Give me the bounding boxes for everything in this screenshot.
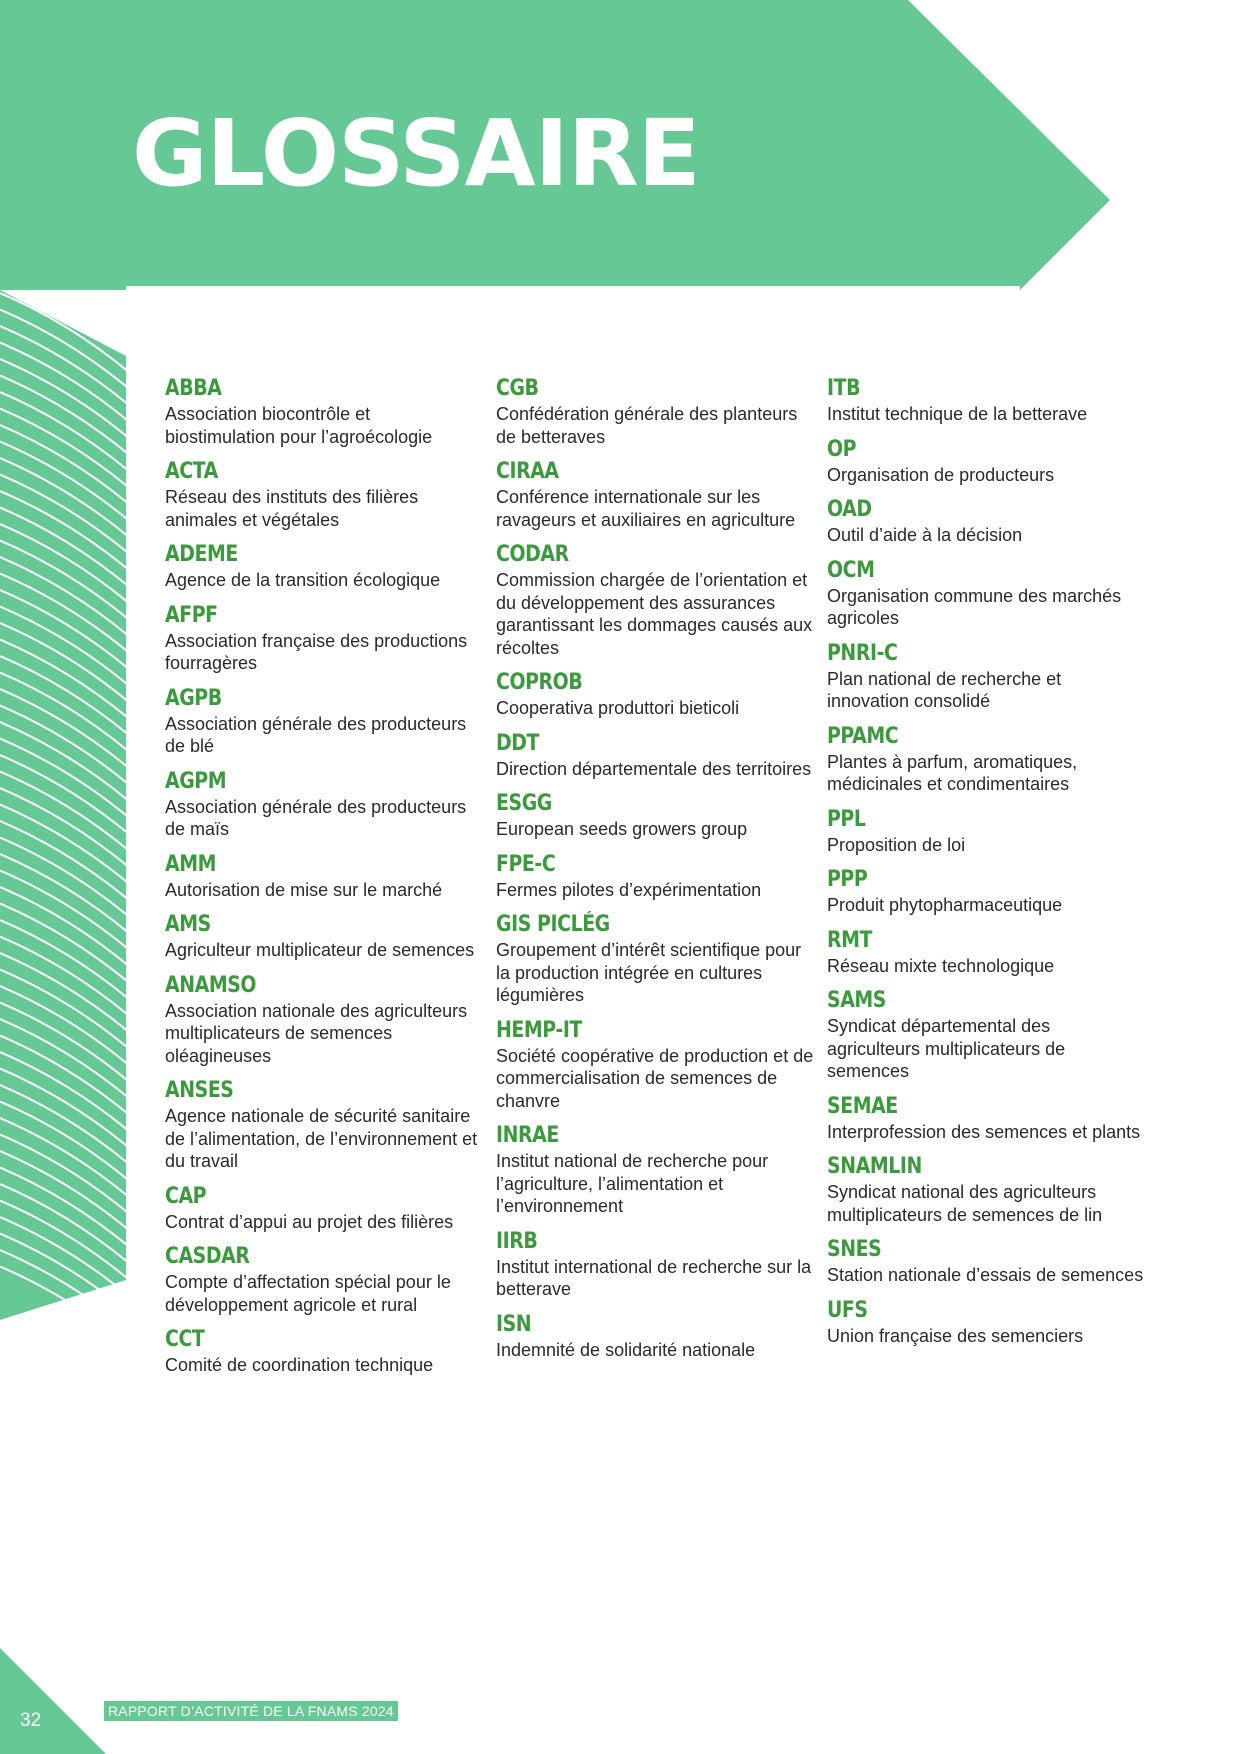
glossary-definition: Agence de la transition écologique [165, 570, 441, 590]
glossary-term: PNRI-C [827, 640, 898, 666]
glossary-entry [496, 458, 816, 531]
glossary-definition: Plantes à parfum, aromatiques, médicinales et condimentaires [827, 751, 1078, 794]
glossary-term: PPP [827, 867, 868, 892]
glossary-entry [827, 866, 1147, 917]
glossary-definition: Produit phytopharmaceutique [827, 895, 1063, 915]
decorative-stripes [0, 290, 130, 1320]
glossary-term: CCT [165, 1327, 205, 1352]
glossary-term: CIRAA [496, 459, 559, 484]
glossary-term: DDT [496, 730, 540, 756]
glossary-definition: Association française des productions fourragères [165, 630, 468, 673]
glossary-definition: Association générale des producteurs de blé [165, 713, 467, 756]
glossary-entry [827, 987, 1147, 1083]
glossary-term: ITB [827, 376, 861, 401]
glossary-definition: Association générale des producteurs de maïs [165, 796, 467, 839]
glossary-entry [827, 927, 1147, 978]
glossary-entry [496, 790, 816, 841]
glossary-term: ANAMSO [165, 972, 257, 998]
glossary-entry [827, 806, 1147, 857]
glossary-entry [827, 375, 1147, 426]
glossary-entry [496, 1228, 816, 1301]
glossary-term: HEMP-IT [496, 1017, 582, 1043]
glossary-entry [165, 768, 485, 841]
glossary-entry [165, 972, 485, 1068]
glossary-definition: Compte d’affectation spécial pour le développement agricole et rural [165, 1272, 451, 1315]
glossary-term: UFS [827, 1297, 868, 1323]
glossary-entry [496, 911, 816, 1007]
glossary-column-1 [165, 375, 485, 1387]
glossary-term: GIS PICLÉG [496, 912, 610, 937]
glossary-term: CODAR [496, 542, 569, 567]
glossary-term: ANSES [165, 1078, 234, 1103]
glossary-term: CASDAR [165, 1244, 250, 1269]
glossary-definition: Syndicat national des agriculteurs multiplicateurs de semences de lin [827, 1182, 1103, 1225]
glossary-entry [496, 375, 816, 448]
glossary-definition: Station nationale d’essais de semences [827, 1265, 1144, 1285]
glossary-entry [165, 1326, 485, 1377]
glossary-definition: Indemnité de solidarité nationale [496, 1339, 756, 1360]
glossary-term: CGB [496, 376, 539, 401]
footer-report-label: RAPPORT D’ACTIVITÉ DE LA FNAMS 2024 [104, 1701, 398, 1721]
glossary-definition: Fermes pilotes d’expérimentation [496, 879, 762, 900]
glossary-definition: Institut national de recherche pour l’agriculture, l’alimentation et l’environnement [496, 1151, 769, 1216]
glossary-definition: Plan national de recherche et innovation consolidé [827, 668, 1062, 711]
glossary-definition: Organisation de producteurs [827, 464, 1055, 485]
glossary-entry [827, 1236, 1147, 1287]
glossary-term: SAMS [827, 988, 887, 1013]
glossary-term: PPAMC [827, 723, 899, 749]
glossary-definition: Association biocontrôle et biostimulation pour l’agroécologie [165, 404, 433, 447]
glossary-term: PPL [827, 806, 866, 832]
glossary-term: COPROB [496, 670, 583, 695]
glossary-entry [827, 1297, 1147, 1348]
glossary-definition: Institut technique de la betterave [827, 404, 1088, 424]
glossary-term: AGPM [165, 768, 227, 794]
glossary-entry [165, 458, 485, 531]
glossary-term: ADEME [165, 542, 238, 567]
glossary-entry [496, 851, 816, 902]
glossary-entry [165, 602, 485, 675]
glossary-definition: Direction départementale des territoires [496, 758, 812, 779]
glossary-definition: Organisation commune des marchés agricoles [827, 585, 1122, 628]
glossary-definition: Outil d’aide à la décision [827, 525, 1023, 545]
glossary-entry [496, 1017, 816, 1113]
page-number: 32 [20, 1710, 42, 1731]
glossary-entry [165, 1183, 485, 1234]
glossary-entry [827, 496, 1147, 547]
glossary-definition: Syndicat départemental des agriculteurs multiplicateurs de semences [827, 1016, 1066, 1081]
glossary-entry [496, 541, 816, 659]
glossary-term: AGPB [165, 685, 222, 711]
glossary-term: AMM [165, 851, 217, 877]
glossary-definition: Institut international de recherche sur la betterave [496, 1256, 812, 1299]
glossary-term: SEMAE [827, 1093, 898, 1119]
glossary-definition: Groupement d’intérêt scientifique pour la production intégrée en cultures légumières [496, 940, 802, 1005]
glossary-term: ABBA [165, 376, 222, 401]
glossary-definition: Société coopérative de production et de commercialisation de semences de chanvre [496, 1045, 814, 1111]
glossary-term: FPE-C [496, 851, 556, 877]
glossary-term: OP [827, 436, 857, 462]
glossary-entry [165, 1243, 485, 1316]
glossary-entry [165, 541, 485, 592]
glossary-term: CAP [165, 1183, 207, 1209]
glossary-entry [496, 730, 816, 781]
glossary-term: ISN [496, 1311, 532, 1337]
glossary-entry [496, 1122, 816, 1218]
glossary-entry [165, 851, 485, 902]
footer-corner-shape [0, 1648, 110, 1754]
glossary-definition: Comité de coordination technique [165, 1355, 434, 1375]
glossary-term: ESGG [496, 791, 552, 816]
glossary-definition: Union française des semenciers [827, 1325, 1084, 1346]
glossary-entry [165, 911, 485, 962]
glossary-definition: Réseau mixte technologique [827, 955, 1055, 976]
glossary-term: OAD [827, 497, 872, 522]
glossary-entry [496, 1311, 816, 1362]
glossary-term: RMT [827, 927, 873, 953]
glossary-term: OCM [827, 557, 875, 583]
glossary-definition: Réseau des instituts des filières animales et végétales [165, 487, 419, 530]
glossary-term: AMS [165, 912, 211, 937]
glossary-column-3 [827, 375, 1147, 1357]
glossary-definition: Agriculteur multiplicateur de semences [165, 940, 475, 960]
glossary-entry [165, 685, 485, 758]
glossary-entry [827, 1153, 1147, 1226]
glossary-term: ACTA [165, 459, 218, 484]
glossary-term: INRAE [496, 1123, 559, 1148]
glossary-term: SNAMLIN [827, 1154, 922, 1179]
glossary-definition: Proposition de loi [827, 834, 966, 855]
glossary-entry [827, 640, 1147, 713]
glossary-entry [827, 436, 1147, 487]
glossary-definition: Conférence internationale sur les ravageurs et auxiliaires en agriculture [496, 487, 796, 530]
glossary-column-2 [496, 375, 816, 1371]
glossary-entry [496, 669, 816, 720]
glossary-term: IIRB [496, 1228, 538, 1254]
glossary-term: SNES [827, 1237, 882, 1262]
glossary-definition: Contrat d’appui au projet des filières [165, 1211, 454, 1232]
glossary-definition: Cooperativa produttori bieticoli [496, 698, 740, 718]
glossary-definition: Association nationale des agriculteurs multiplicateurs de semences oléagineuses [165, 1000, 468, 1066]
glossary-entry [165, 1077, 485, 1173]
glossary-entry [827, 557, 1147, 630]
glossary-definition: Interprofession des semences et plants [827, 1121, 1141, 1142]
glossary-definition: Commission chargée de l’orientation et du développement des assurances garantissant les dommages causés aux récoltes [496, 570, 813, 658]
glossary-entry [827, 723, 1147, 796]
glossary-definition: Agence nationale de sécurité sanitaire de l’alimentation, de l’environnement et du travail [165, 1106, 478, 1171]
glossary-definition: European seeds growers group [496, 819, 748, 839]
glossary-definition: Autorisation de mise sur le marché [165, 879, 443, 900]
page-title: GLOSSAIRE [132, 100, 700, 207]
glossary-entry [165, 375, 485, 448]
glossary-term: AFPF [165, 602, 218, 628]
glossary-definition: Confédération générale des planteurs de betteraves [496, 404, 798, 447]
glossary-entry [827, 1093, 1147, 1144]
